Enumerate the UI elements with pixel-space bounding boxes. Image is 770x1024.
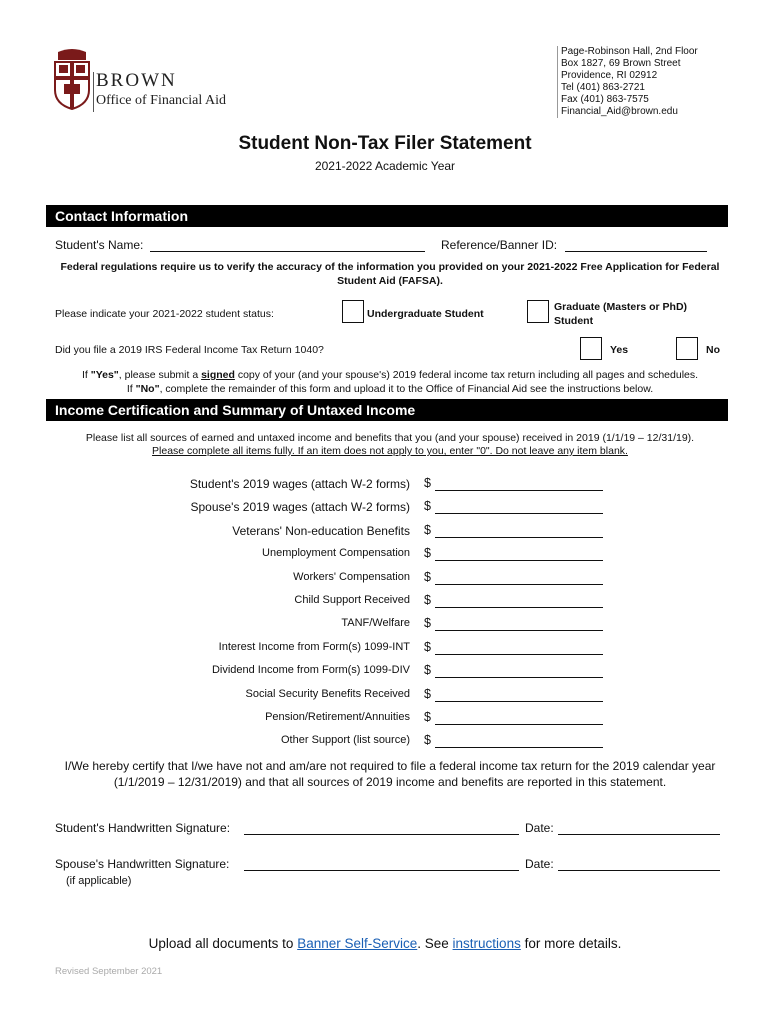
income-amount-field[interactable] [435,677,603,678]
income-amount-field[interactable] [435,537,603,538]
address-line: Page-Robinson Hall, 2nd Floor [561,46,698,57]
page-subtitle: 2021-2022 Academic Year [314,159,456,173]
dollar-sign: $ [424,640,431,654]
student-date-field[interactable] [558,834,720,835]
dollar-sign: $ [424,499,431,513]
income-intro-line: Please list all sources of earned and untaxed income and benefits that you (and your spouse) received in 2019 (1/1/19 – 12/31/19). [85,432,695,444]
dollar-sign: $ [424,616,431,630]
filing-instructions [50,368,730,396]
no-checkbox[interactable] [676,337,698,360]
upload-prefix: Upload all documents to [148,936,298,951]
dollar-sign: $ [424,476,431,490]
contact-section-header: Contact Information [46,205,728,227]
instructions-link[interactable]: instructions [452,936,521,951]
logo-divider [93,72,94,112]
upload-instructions [0,936,770,951]
income-intro-line: Please complete all items fully. If an item does not apply to you, enter "0". Do not leave any item blank. [152,445,628,457]
undergraduate-checkbox[interactable] [342,300,364,323]
address-line: Fax (401) 863-7575 [561,94,649,105]
income-amount-field[interactable] [435,584,603,585]
income-item-label: Child Support Received [294,594,410,606]
reference-id-field[interactable] [565,251,707,252]
income-item-label: Veterans' Non-education Benefits [232,524,410,538]
graduate-label: Graduate (Masters or PhD) Student [554,301,688,327]
income-amount-field[interactable] [435,630,603,631]
income-amount-field[interactable] [435,513,603,514]
dollar-sign: $ [424,570,431,584]
income-amount-field[interactable] [435,724,603,725]
income-item-label: Workers' Compensation [293,571,410,583]
income-amount-field[interactable] [435,747,603,748]
revision-footer: Revised September 2021 [55,966,163,977]
status-prompt: Please indicate your 2021-2022 student status: [55,308,274,320]
reference-id-label: Reference/Banner ID: [441,238,558,252]
dollar-sign: $ [424,710,431,724]
address-block [562,46,698,118]
income-amount-field[interactable] [435,701,603,702]
shield-icon [52,48,92,110]
income-section-header: Income Certification and Summary of Untaxed Income [46,399,728,421]
income-item-label: Interest Income from Form(s) 1099-INT [218,641,410,653]
yes-label: Yes [610,344,629,356]
if-applicable-note: (if applicable) [66,875,132,887]
spouse-date-field[interactable] [558,870,720,871]
income-item-label: Dividend Income from Form(s) 1099-DIV [211,664,410,676]
no-note: If "No", complete the remainder of this form and upload it to the Office of Financial Aid see the instructions below. [126,383,654,395]
income-intro [40,432,740,458]
dollar-sign: $ [424,523,431,537]
certification-statement: I/We hereby certify that I/we have not and am/are not required to file a federal income tax return for the 2019 calendar year (1/1/2019 – 12/31/2019) and that all sources of 2019 income and benefits are reported in this statement. [64,759,716,789]
file-prompt: Did you file a 2019 IRS Federal Income Tax Return 1040? [55,344,324,356]
spouse-signature-label: Spouse's Handwritten Signature: [55,857,230,871]
logo-wordmark: BROWN [96,70,177,91]
dollar-sign: $ [424,663,431,677]
undergraduate-label: Undergraduate Student [367,308,484,320]
address-line: Box 1827, 69 Brown Street [561,58,681,69]
income-amount-field[interactable] [435,607,603,608]
spouse-date-label: Date: [525,857,554,871]
spouse-signature-field[interactable] [244,870,519,871]
student-date-label: Date: [525,821,554,835]
income-amount-field[interactable] [435,560,603,561]
dollar-sign: $ [424,593,431,607]
no-label: No [706,344,720,356]
dollar-sign: $ [424,546,431,560]
address-line: Financial_Aid@brown.edu [561,106,678,117]
income-item-label: Student's 2019 wages (attach W-2 forms) [189,477,410,491]
address-line: Tel (401) 863-2721 [561,82,645,93]
dollar-sign: $ [424,687,431,701]
income-item-label: Pension/Retirement/Annuities [265,711,410,723]
dollar-sign: $ [424,733,431,747]
graduate-checkbox[interactable] [527,300,549,323]
income-item-label: Other Support (list source) [281,734,410,746]
student-name-field[interactable] [150,251,425,252]
income-amount-field[interactable] [435,490,603,491]
page-title: Student Non-Tax Filer Statement [238,133,532,154]
income-item-label: Unemployment Compensation [262,547,410,559]
student-signature-field[interactable] [244,834,519,835]
upload-suffix: for more details. [520,936,622,951]
yes-checkbox[interactable] [580,337,602,360]
regulation-note: Federal regulations require us to verify the accuracy of the information you provided on your 2021-2022 Free Application for Federal Student Aid (FAFSA). [60,261,720,287]
student-name-label: Student's Name: [55,238,144,252]
banner-self-service-link[interactable]: Banner Self-Service [297,936,418,951]
income-item-label: Social Security Benefits Received [245,688,410,700]
income-amount-field[interactable] [435,654,603,655]
yes-note: If "Yes", please submit a signed copy of your (and your spouse's) 2019 federal income tax return including all pages and schedules. [81,369,699,381]
logo-office: Office of Financial Aid [96,93,226,108]
upload-middle: . See [417,936,453,951]
income-item-label: Spouse's 2019 wages (attach W-2 forms) [190,500,410,514]
income-item-label: TANF/Welfare [341,617,410,629]
student-signature-label: Student's Handwritten Signature: [55,821,231,835]
address-line: Providence, RI 02912 [561,70,658,81]
